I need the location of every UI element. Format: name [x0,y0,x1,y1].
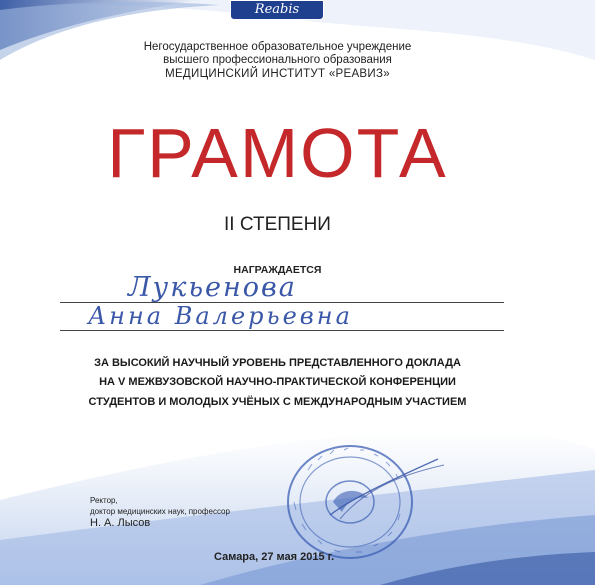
institution-line-1: Негосударственное образовательное учреждение [143,41,412,53]
certificate-degree: II СТЕПЕНИ [224,214,331,235]
recipient-given-names: Анна Валерьевна [88,302,353,330]
signatory-degree: доктор медицинских наук, профессор [90,507,230,516]
reason-line-2: НА V МЕЖВУЗОВСКОЙ НАУЧНО-ПРАКТИЧЕСКОЙ КОНФЕРЕНЦИИ [99,376,456,388]
institute-logo: Reabis [230,0,324,20]
institution-name: МЕДИЦИНСКИЙ ИНСТИТУТ «РЕАВИЗ» [165,68,390,80]
signatory-block [90,495,230,517]
awarded-label: НАГРАЖДАЕТСЯ [233,264,322,276]
signatory-name: Н. А. Лысов [90,517,151,529]
reason-line-1: ЗА ВЫСОКИЙ НАУЧНЫЙ УРОВЕНЬ ПРЕДСТАВЛЕННОГО ДОКЛАДА [94,357,461,369]
signatory-role: Ректор, [90,496,118,505]
institution-line-2: высшего профессионального образования [163,54,392,66]
recipient-surname: Лукьенова [128,272,297,303]
place-and-date: Самара, 27 мая 2015 г. [214,551,335,563]
rector-signature [320,455,450,525]
reason-line-3: СТУДЕНТОВ И МОЛОДЫХ УЧЁНЫХ С МЕЖДУНАРОДНЫМ УЧАСТИЕМ [88,396,467,408]
recipient-line-2 [60,330,504,331]
certificate-title: ГРАМОТА [107,114,448,192]
